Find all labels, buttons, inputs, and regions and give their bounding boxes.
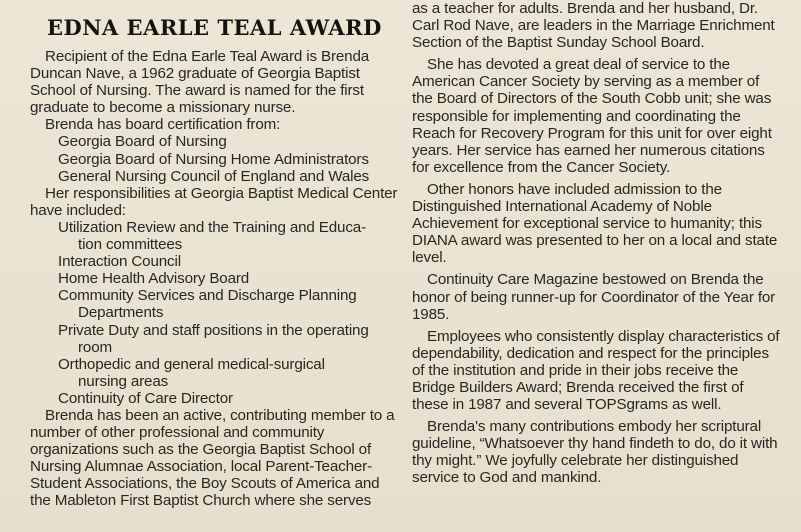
article-title: EDNA EARLE TEAL AWARD <box>47 15 382 40</box>
list-item <box>30 322 400 356</box>
list-item: Georgia Board of Nursing <box>58 133 227 151</box>
intro-paragraph: Recipient of the Edna Earle Teal Award is Brenda Duncan Nave, a 1962 graduate of Georgia Baptist School of Nursing. The award is named for the first graduate to become a missionary nurse. <box>30 48 370 117</box>
cancer-society-paragraph: She has devoted a great deal of service to the American Cancer Society by serving as a member of the Board of Directors of the South Cobb unit; she was responsible for implementing and coordinating the Reach for Recovery Program for this unit for over eight years. Her service has earned her numerous citations for excellence from the Cancer Society. <box>412 56 772 176</box>
certification-list <box>30 133 400 184</box>
continued-paragraph: as a teacher for adults. Brenda and her husband, Dr. Carl Rod Nave, are leaders in the Marriage Enrichment Section of the Baptist Sunday School Board. <box>412 0 775 52</box>
list-item-continuation: Departments <box>78 304 164 322</box>
list-item <box>30 390 400 407</box>
list-item-text: Continuity of Care Director <box>58 389 233 407</box>
list-item-text: Home Health Advisory Board <box>58 270 250 288</box>
list-item: General Nursing Council of England and Wales <box>58 167 370 185</box>
list-item-text: Interaction Council <box>58 253 181 271</box>
list-item-text: Utilization Review and the Training and Educa- <box>58 218 366 236</box>
magazine-paragraph: Continuity Care Magazine bestowed on Brenda the honor of being runner-up for Coordinator of the Year for 1985. <box>412 271 776 323</box>
list-item-text: Private Duty and staff positions in the operating <box>58 321 369 339</box>
list-item <box>30 270 400 287</box>
bridge-builders-paragraph: Employees who consistently display characteristics of dependability, dedication and respect for the principles of the institution and pride in their jobs receive the Bridge Builders Award; Brenda received the first of these in 1987 and several TOPSgrams as well. <box>412 327 780 414</box>
organizations-paragraph: Brenda has been an active, contributing member to a number of other professional and community organizations such as the Georgia Baptist School of Nursing Alumnae Association, local Parent-Teacher-Student Associations, the Boy Scouts of America and the Mableton First Baptist Church where she serves <box>30 406 395 510</box>
list-item <box>30 356 400 390</box>
list-item <box>30 287 400 321</box>
honors-paragraph: Other honors have included admission to the Distinguished International Academy of Noble Achievement for exceptional service to humanity; this DIANA award was presented to her on a local and state level. <box>412 180 778 267</box>
list-item <box>30 253 400 270</box>
responsibilities-list <box>30 219 400 407</box>
list-item-continuation: tion committees <box>78 236 183 254</box>
right-column <box>412 0 782 487</box>
list-item <box>30 219 400 253</box>
list-item-continuation: nursing areas <box>78 372 169 390</box>
responsibilities-intro: Her responsibilities at Georgia Baptist Medical Center have included: <box>30 184 398 219</box>
closing-paragraph: Brenda's many contributions embody her scriptural guideline, “Whatsoever thy hand findeth to do, do it with thy might.” We joyfully celebrate her distinguished service to God and mankind. <box>412 418 778 487</box>
list-item-continuation: room <box>78 338 113 356</box>
list-item: Georgia Board of Nursing Home Administrators <box>58 150 369 168</box>
left-column <box>30 0 400 510</box>
list-item-text: Orthopedic and general medical-surgical <box>58 355 325 373</box>
certification-intro: Brenda has board certification from: <box>45 116 281 134</box>
list-item-text: Community Services and Discharge Planning <box>58 287 357 305</box>
